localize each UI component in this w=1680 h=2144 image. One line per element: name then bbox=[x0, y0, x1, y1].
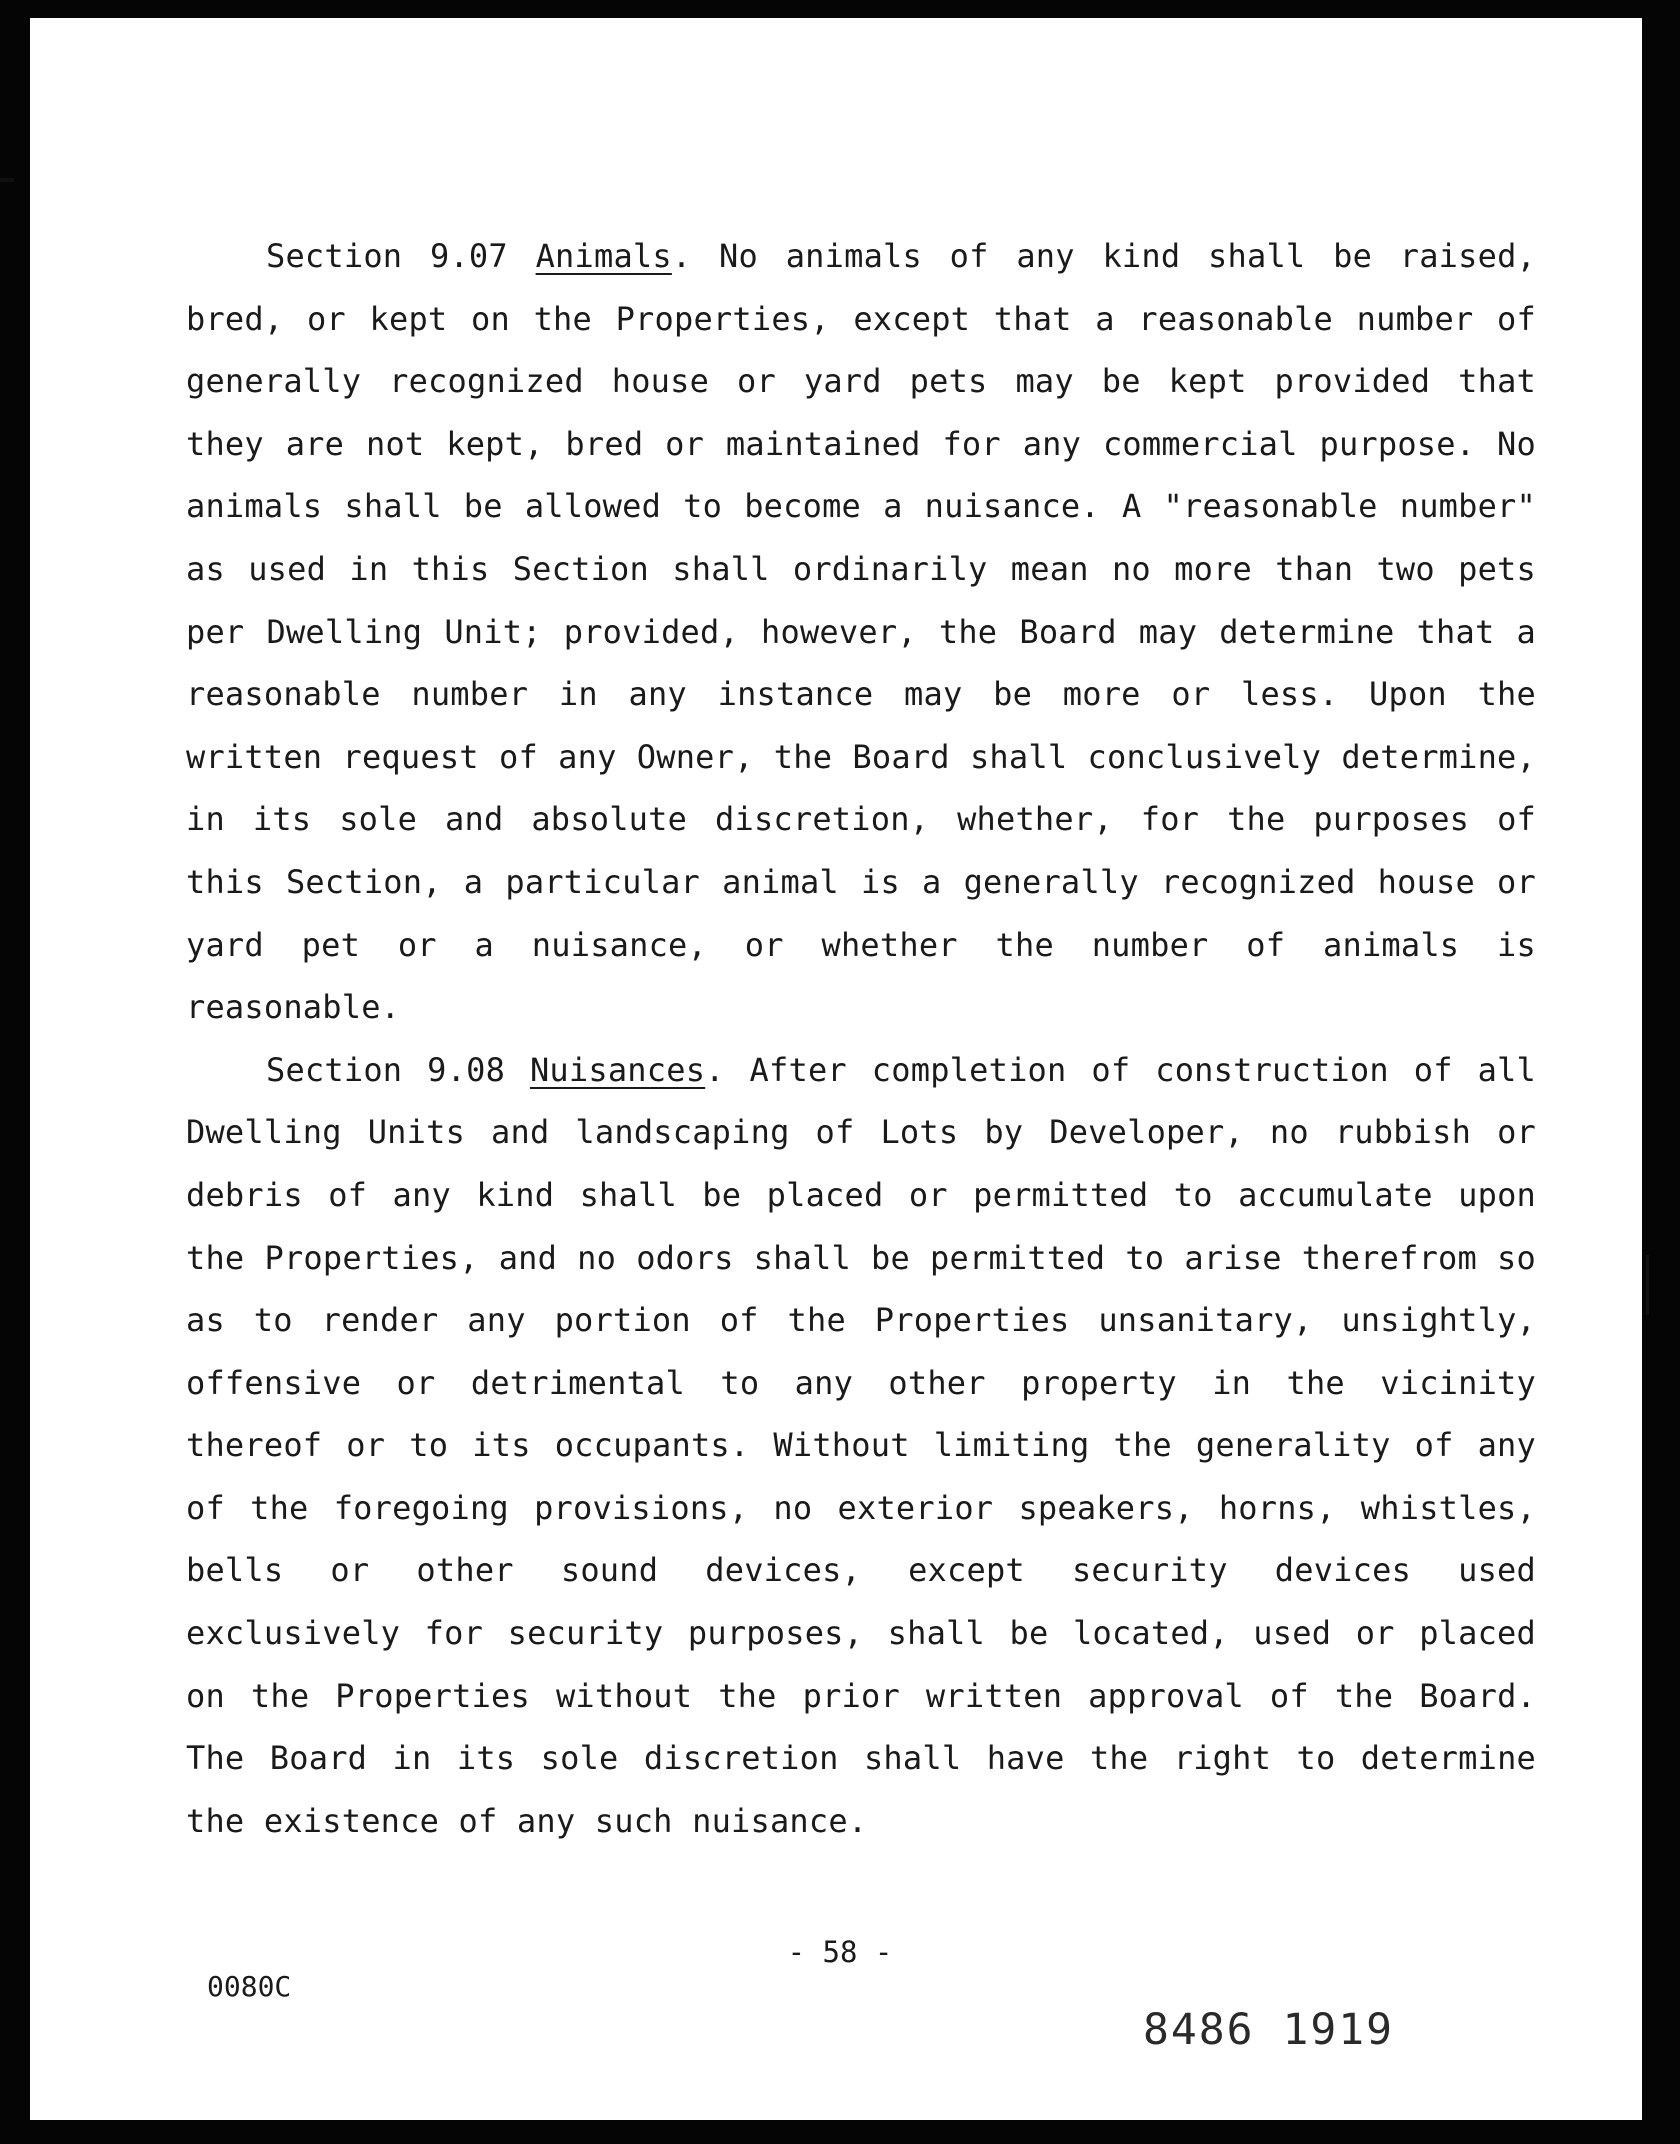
document-body bbox=[186, 225, 1536, 1852]
section-nuisances-paragraph bbox=[186, 1039, 1536, 1853]
page-number: - 58 - bbox=[787, 1935, 893, 1969]
document-code: 0080C bbox=[207, 1970, 292, 2003]
section-animals-paragraph bbox=[186, 225, 1536, 1039]
section-animals-number: Section 9.07 bbox=[266, 237, 508, 275]
section-nuisances-heading: Nuisances bbox=[529, 1050, 706, 1089]
section-animals-text: . No animals of any kind shall be raised, bred, or kept on the Properties, except that a reasonable number of generally recognized house or yard pets may be kept provided that they are not kept, bred or maintained for any commercial purpose. No animals shall be allowed to become a nuisance. A "reasonable number" as used in this Section shall ordinarily mean no more than two pets per Dwelling Unit; provided, however, the Board may determine that a reasonable number in any instance may be more or less. Upon the written request of any Owner, the Board shall conclusively determine, in its sole and absolute discretion, whether, for the purposes of this Section, a particular animal is a generally recognized house or yard pet or a nuisance, or whether the number of animals is reasonable. bbox=[186, 237, 1537, 1027]
section-nuisances-number: Section 9.08 bbox=[266, 1050, 506, 1089]
section-animals-heading: Animals bbox=[535, 237, 672, 275]
scan-artifact-right bbox=[1646, 1255, 1649, 1315]
section-nuisances-text: . After completion of construction of all Dwelling Units and landscaping of Lots by Developer, no rubbish or debris of any kind shall be placed or permitted to accumulate upon the Properties, and no odors shall be permitted to arise therefrom so as to render any portion of the Properties unsanitary, unsightly, offensive or detrimental to any other property in the vicinity thereof or to its occupants. Without limiting the generality of any of the foregoing provisions, no exterior speakers, horns, whistles, bells or other sound devices, except security devices used exclusively for security purposes, shall be located, used or placed on the Properties without the prior written approval of the Board. The Board in its sole discretion shall have the right to determine the existence of any such nuisance. bbox=[186, 1050, 1536, 1840]
scan-artifact-left bbox=[0, 178, 14, 182]
stamp-number: 8486 1919 bbox=[1143, 2005, 1394, 2055]
